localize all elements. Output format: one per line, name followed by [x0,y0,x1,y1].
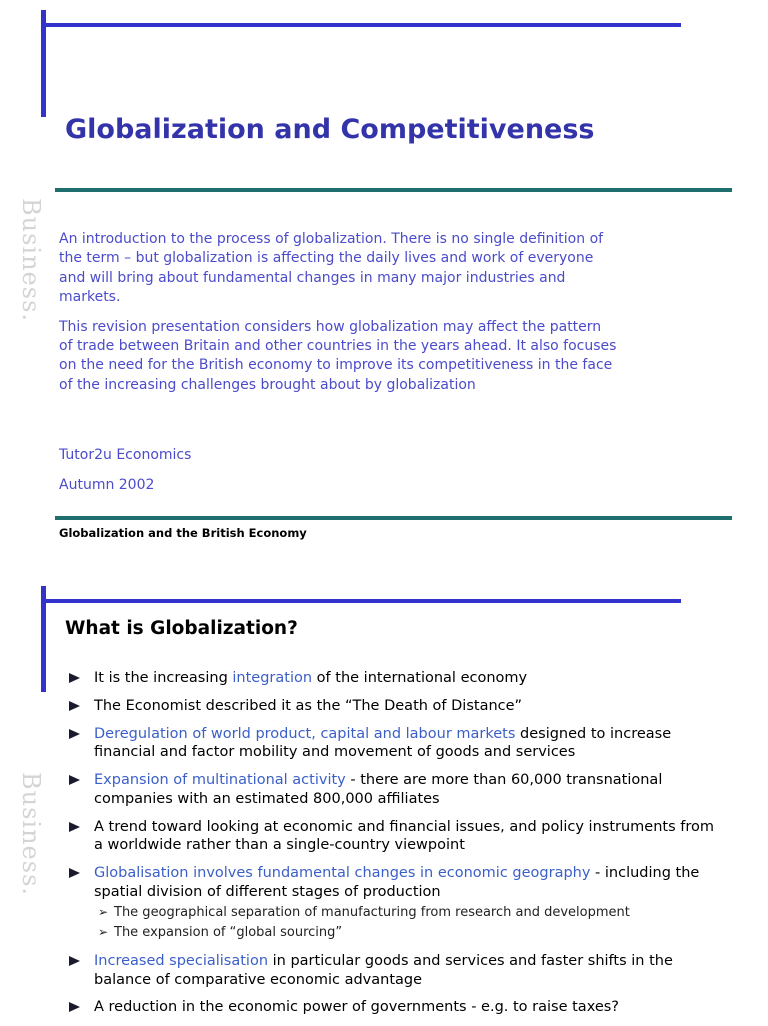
bullet-arrow-icon [69,775,80,785]
bullet-arrow-icon [69,729,80,739]
sub-bullet-list [94,903,720,942]
author: Tutor2u Economics [59,447,192,463]
bullet-arrow-icon [69,673,80,683]
slide1-title-underline [55,188,732,192]
sub-bullet-item: ➢ The expansion of “global sourcing” [94,923,720,943]
chevron-right-icon: ➢ [98,905,109,920]
bullet-arrow-icon [69,822,80,832]
bullet-arrow-icon [69,956,80,966]
bullet-item: Globalisation involves fundamental changes in economic geography - including the spatial division of different stages of production ➢ The geographical separation of manufacturing from research and development ➢ The expansion of “global sourcing” [60,864,720,942]
slide1-top-rule [41,23,681,27]
intro-paragraph-1: An introduction to the process of globalization. There is no single definition of the term – but globalization is affecting the daily lives and work of everyone and will bring about fundamental changes in many major industries and markets. [59,231,604,306]
bullet-list [60,669,720,1026]
slide2-title: What is Globalization? [65,618,298,639]
intro-paragraph-2: This revision presentation considers how globalization may affect the pattern of trade between Britain and other countries in the years ahead. It also focuses on the need for the British economy to improve its competitiveness in the face of the increasing challenges brought about by globalization [59,318,617,393]
bullet-arrow-icon [69,1002,80,1012]
slide2-top-rule [41,599,681,603]
bullet-item: A reduction in the economic power of governments - e.g. to raise taxes? [60,998,720,1017]
bullet-item: Increased specialisation in particular goods and services and faster shifts in the balance of comparative economic advantage [60,952,720,989]
bullet-item: A trend toward looking at economic and financial issues, and policy instruments from a worldwide rather than a single-country viewpoint [60,818,720,855]
slide1-title: Globalization and Competitiveness [65,114,595,145]
date: Autumn 2002 [59,477,155,493]
slide2-watermark: Business. [17,772,45,897]
slide1-footer-rule [55,516,732,520]
slide1-footer: Globalization and the British Economy [59,526,307,540]
bullet-item: Expansion of multinational activity - there are more than 60,000 transnational companies with an estimated 800,000 affiliates [60,771,720,808]
bullet-item: Deregulation of world product, capital and labour markets designed to increase financial and factor mobility and movement of goods and services [60,725,720,762]
bullet-arrow-icon [69,701,80,711]
slide1-intro [59,230,619,405]
bullet-arrow-icon [69,868,80,878]
slide1-watermark: Business. [17,198,45,323]
bullet-item: The Economist described it as the “The Death of Distance” [60,697,720,716]
bullet-item: It is the increasing integration of the international economy [60,669,720,688]
chevron-right-icon: ➢ [98,925,109,940]
sub-bullet-item: ➢ The geographical separation of manufacturing from research and development [94,903,720,923]
